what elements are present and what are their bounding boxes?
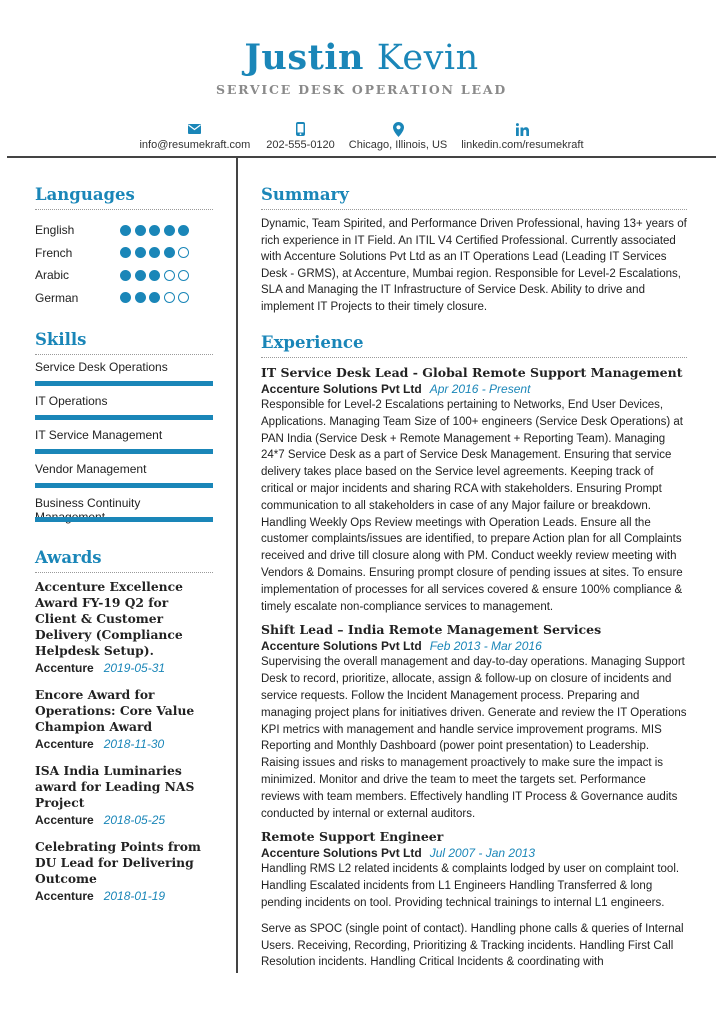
language-name: French [35, 245, 73, 260]
skill-item [35, 355, 213, 389]
empty-dot-icon [178, 247, 189, 258]
languages-section [35, 184, 213, 309]
language-level-rating [120, 270, 193, 281]
skill-bar [35, 381, 213, 386]
job-meta [261, 638, 687, 654]
location-pin-icon [393, 121, 404, 137]
last-name: Kevin [376, 38, 479, 78]
header-divider [7, 156, 716, 158]
section-dotted-divider [261, 209, 687, 210]
summary-section [261, 184, 687, 315]
section-dotted-divider [35, 572, 213, 573]
job-description: Handling RMS L2 related incidents & complaints lodged by user on complaint tool. Handling Escalated incidents from L1 Engineers Handling Transferred & long pending incidents on tool. Providing technical trainings to internal L1 engineers. [261, 863, 680, 909]
job-company: Accenture Solutions Pvt Ltd [261, 382, 422, 396]
job-title: Shift Lead – India Remote Management Services [261, 622, 602, 638]
language-row [35, 219, 213, 242]
award-org: Accenture [35, 661, 94, 675]
section-dotted-divider [35, 209, 213, 210]
skill-label: IT Service Management [35, 428, 163, 442]
contact-phone[interactable] [266, 121, 335, 151]
job-entry [261, 364, 687, 615]
award-meta [35, 737, 213, 751]
language-row [35, 264, 213, 287]
language-row [35, 287, 213, 310]
job-title: IT Service Desk Lead - Global Remote Support Management [261, 365, 683, 380]
filled-dot-icon [135, 270, 146, 281]
filled-dot-icon [149, 247, 160, 258]
skill-item [35, 491, 213, 525]
filled-dot-icon [135, 247, 146, 258]
contact-bar [0, 121, 723, 151]
candidate-name [0, 38, 723, 78]
awards-heading: Awards [35, 548, 102, 567]
filled-dot-icon [135, 292, 146, 303]
award-org: Accenture [35, 813, 94, 827]
award-date: 2018-01-19 [103, 889, 166, 903]
job-description: Serve as SPOC (single point of contact). Handling phone calls & queries of Internal Users. Receiving, Recording, Prioritizing & Tracking incidents. Handling First Call Resolution incidents. Handling Critical Incidents & coordinating with [261, 922, 684, 969]
filled-dot-icon [149, 292, 160, 303]
job-title: Remote Support Engineer [261, 829, 444, 845]
job-dates: Jul 2007 - Jan 2013 [429, 846, 536, 861]
skill-item [35, 389, 213, 423]
filled-dot-icon [135, 225, 146, 236]
contact-linkedin-text: linkedin.com/resumekraft [461, 139, 584, 151]
language-name: German [35, 290, 79, 305]
job-dates: Apr 2016 - Present [429, 382, 531, 396]
empty-dot-icon [178, 292, 189, 303]
right-column [261, 184, 687, 971]
first-name: Justin [244, 37, 364, 78]
envelope-icon [188, 121, 201, 137]
award-name: ISA India Luminaries award for Leading NAS Project [35, 763, 195, 810]
skills-heading: Skills [35, 330, 87, 349]
job-company: Accenture Solutions Pvt Ltd [261, 846, 422, 861]
award-org: Accenture [35, 737, 94, 751]
filled-dot-icon [120, 292, 131, 303]
language-level-rating [120, 247, 193, 258]
contact-linkedin[interactable] [461, 121, 583, 151]
job-meta [261, 381, 687, 397]
award-item [35, 839, 213, 903]
award-date: 2018-05-25 [103, 813, 166, 827]
skill-item [35, 423, 213, 457]
language-name: Arabic [35, 268, 70, 283]
skill-item [35, 457, 213, 491]
skill-bar [35, 517, 213, 522]
language-name: English [35, 223, 75, 238]
contact-email[interactable] [139, 121, 250, 151]
skill-label: IT Operations [35, 394, 108, 408]
language-level-rating [120, 225, 193, 236]
job-description: Responsible for Level-2 Escalations pertaining to Networks, End User Devices, Applications. Managing Team Size of 100+ engineers (Service Desk Operations) at PAN India (Service Desk + Remote Management + Reporting Team). Managing 24*7 Service Desk as a part of Service Desk Management. Ensuring that service delivery takes place based on the Service level agreements. Keeping track of critical or major incidents and sharing RCA with stakeholders. Ensuring Prompt communication to all stakeholders in case of any Major failure or breakdown. Handling Weekly Ops Review meetings with Operation Leads. Ensure all the customer complaints/issues are identified, to prepare Action plan for all Complaints received and drive till closure along with PM. Conduct weekly review meeting with Vendors & Domains. Ensuring prompt closure of pending issues at sites. To ensure implementation of processes for all services covered & ensure 100% compliance & timely escalate non-compliance services to management. [261, 399, 684, 613]
contact-phone-text: 202-555-0120 [266, 139, 335, 151]
left-column [35, 184, 213, 915]
skills-section [35, 329, 213, 525]
resume-header [0, 0, 723, 97]
award-item [35, 763, 213, 827]
language-level-rating [120, 292, 193, 303]
award-item [35, 687, 213, 751]
award-date: 2018-11-30 [103, 737, 165, 751]
contact-email-text: info@resumekraft.com [139, 139, 251, 151]
award-meta [35, 661, 213, 675]
summary-heading: Summary [261, 185, 349, 204]
filled-dot-icon [164, 247, 175, 258]
empty-dot-icon [178, 270, 189, 281]
filled-dot-icon [120, 247, 131, 258]
column-divider [236, 157, 238, 973]
section-dotted-divider [261, 357, 687, 358]
award-org: Accenture [35, 889, 94, 903]
filled-dot-icon [149, 270, 160, 281]
job-entry [261, 828, 687, 971]
award-name: Celebrating Points from DU Lead for Delivering Outcome [35, 839, 201, 886]
languages-heading: Languages [35, 185, 135, 204]
awards-section [35, 547, 213, 903]
job-title-heading: SERVICE DESK OPERATION LEAD [216, 82, 507, 97]
contact-location-text: Chicago, Illinois, US [348, 139, 448, 151]
award-item [35, 579, 213, 675]
linkedin-icon [516, 121, 529, 137]
phone-icon [296, 121, 305, 137]
job-entry [261, 621, 687, 822]
contact-location[interactable] [349, 121, 447, 151]
skill-label: Business Continuity [35, 496, 141, 510]
skill-bar [35, 483, 213, 488]
skill-label: Vendor Management [35, 462, 147, 476]
filled-dot-icon [164, 225, 175, 236]
filled-dot-icon [120, 270, 131, 281]
filled-dot-icon [149, 225, 160, 236]
award-date: 2019-05-31 [103, 661, 166, 675]
skill-bar [35, 415, 213, 420]
experience-heading: Experience [261, 333, 364, 352]
empty-dot-icon [164, 270, 175, 281]
job-company: Accenture Solutions Pvt Ltd [261, 639, 422, 654]
experience-section [261, 332, 687, 971]
skill-label: Service Desk Operations [35, 360, 168, 374]
language-row [35, 242, 213, 265]
languages-list [35, 219, 213, 309]
award-name: Accenture Excellence Award FY-19 Q2 for Client & Customer Delivery (Compliance Helpdesk Setup). [35, 579, 183, 658]
empty-dot-icon [164, 292, 175, 303]
job-meta [261, 845, 687, 861]
job-description: Supervising the overall management and day-to-day operations. Managing Support Desk to record, prioritize, allocate, assign & follow-up on closure of incidents and service requests. Follow the Incident Management process. Preparing and managing project plans for initiatives driven. Generate and review the IT Operations KPI metrics with management and handle service improvement programs. MIS Reporting and Monthly Dashboard (power point presentation) to Leadership. Raising issues and risks to management proactively to make sure the impact is minimized. Monitor and drive the team to meet the targets set. Performance reviews with team members. Effectively handling IT Process & Governance audits conducted by internal or external auditors. [261, 656, 687, 820]
filled-dot-icon [120, 225, 131, 236]
award-meta [35, 889, 213, 903]
job-dates: Feb 2013 - Mar 2016 [429, 639, 542, 654]
award-meta [35, 813, 213, 827]
skill-bar [35, 449, 213, 454]
filled-dot-icon [178, 225, 189, 236]
award-name: Encore Award for Operations: Core Value Champion Award [35, 687, 195, 734]
summary-text: Dynamic, Team Spirited, and Performance Driven Professional, having 13+ years of rich experience in IT Field. An ITIL V4 Certified Professional. Currently associated with Accenture Solutions Pvt Ltd as an IT Operations Lead (Leading IT Services Desk - GRMS), at Accenture, Mumbai region. Responsible for Level-2 Escalations, SLA and Managing the IT Infrastructure of Service Desk. Ability to drive and implement IT Projects to their timely closure. [261, 218, 687, 313]
